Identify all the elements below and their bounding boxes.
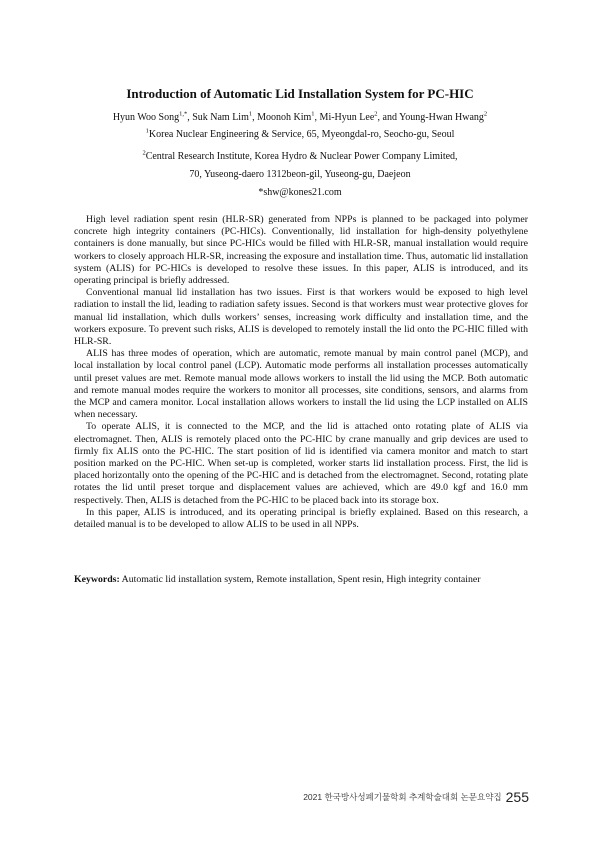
affiliation-text: Korea Nuclear Engineering & Service, 65, Myeongdal-ro, Seocho-gu, Seoul bbox=[148, 129, 455, 140]
author-name: , Mi-Hyun Lee bbox=[314, 112, 375, 123]
author-superscript: 2 bbox=[483, 110, 488, 118]
paper-title: Introduction of Automatic Lid Installation System for PC-HIC bbox=[126, 86, 474, 101]
abstract-paragraph: High level radiation spent resin (HLR-SR) generated from NPPs is planned to be packaged into polymer concrete high integrity containers (PC-HICs). Conventionally, lid installation for high-density polyethylene containers is done manually, but since PC-HICs would be filled with HLR-SR, manual installation would require workers to closely approach HLR-SR, increasing the exposure and installation time. Thus, automatic lid installation system (ALIS) for PC-HICs is developed to resolve these issues. In this paper, ALIS is introduced, and its operating principal is briefly addressed. bbox=[74, 214, 528, 287]
keywords-line bbox=[74, 574, 534, 586]
keywords-label: Keywords: bbox=[74, 574, 120, 585]
author-name: Hyun Woo Song bbox=[112, 112, 180, 123]
proceedings-name: 2021 한국방사성폐기물학회 추계학술대회 논문요약집 bbox=[303, 792, 502, 802]
affiliation-text: Central Research Institute, Korea Hydro & Nuclear Power Company Limited, bbox=[145, 151, 458, 162]
author-superscript: 1,* bbox=[179, 110, 188, 118]
author-superscript: 2 bbox=[374, 110, 378, 118]
corresponding-email: *shw@kones21.com bbox=[258, 187, 342, 198]
abstract-paragraph: To operate ALIS, it is connected to the MCP, and the lid is attached onto rotating plate of ALIS via electromagnet. Then, ALIS is remotely placed onto the PC-HIC by crane manually and grip devices are used to firmly fix ALIS onto the PC-HIC. The start position of lid is identified via camera monitor and match to start position marked on the PC-HIC. When set-up is completed, worker starts lid installation process. First, the lid is placed horizontally onto the opening of the PC-HIC and is detached from the electromagnet. Second, rotating plate rotates the lid until preset torque and displacement values are achieved, which are 49.0 kgf and 16.0 mm respectively. Then, ALIS is detached from the PC-HIC to be placed back into its storage box. bbox=[74, 421, 528, 506]
page-number: 255 bbox=[505, 789, 529, 805]
affiliation-superscript: 1 bbox=[145, 127, 149, 135]
abstract-paragraph: Conventional manual lid installation has two issues. First is that workers would be exposed to high level radiation to install the lid, leading to radiation safety issues. Second is that workers must wear protective gloves for manual lid installation, which dulls workers’ senses, increasing work difficulty and installation time, and the workers exposure. To prevent such risks, ALIS is developed to remotely install the lid onto the PC-HIC filled with HLR-SR. bbox=[74, 287, 528, 348]
keywords-text: Automatic lid installation system, Remote installation, Spent resin, High integrity container bbox=[119, 574, 481, 585]
author-name: , and Young-Hwan Hwang bbox=[377, 112, 484, 123]
affiliation-1 bbox=[0, 128, 600, 141]
affiliation-superscript: 2 bbox=[142, 149, 146, 157]
author-list bbox=[0, 111, 600, 124]
author-name: , Suk Nam Lim bbox=[187, 112, 249, 123]
author-superscript: 1 bbox=[311, 110, 315, 118]
author-superscript: 1 bbox=[248, 110, 253, 118]
page-footer bbox=[303, 789, 529, 805]
author-name: , Moonoh Kim bbox=[252, 112, 312, 123]
affiliation-2-line-2: 70, Yuseong-daero 1312beon-gil, Yuseong-gu, Daejeon bbox=[189, 169, 411, 180]
abstract-body bbox=[74, 214, 528, 531]
affiliation-2-line-1 bbox=[0, 150, 600, 163]
abstract-paragraph: In this paper, ALIS is introduced, and its operating principal is briefly explained. Based on this research, a detailed manual is to be developed to allow ALIS to be used in all NPPs. bbox=[74, 506, 528, 531]
abstract-paragraph: ALIS has three modes of operation, which are automatic, remote manual by main control panel (MCP), and local installation by local control panel (LCP). Automatic mode performs all installation processes automatically until preset values are met. Remote manual mode allows workers to install the lid using the MCP. Both automatic and remote manual modes require the workers to monitor all processes, site conditions, sensors, and alarms from the MCP and camera monitor. Local installation allows workers to install the lid using the LCP installed on ALIS when necessary. bbox=[74, 348, 528, 421]
